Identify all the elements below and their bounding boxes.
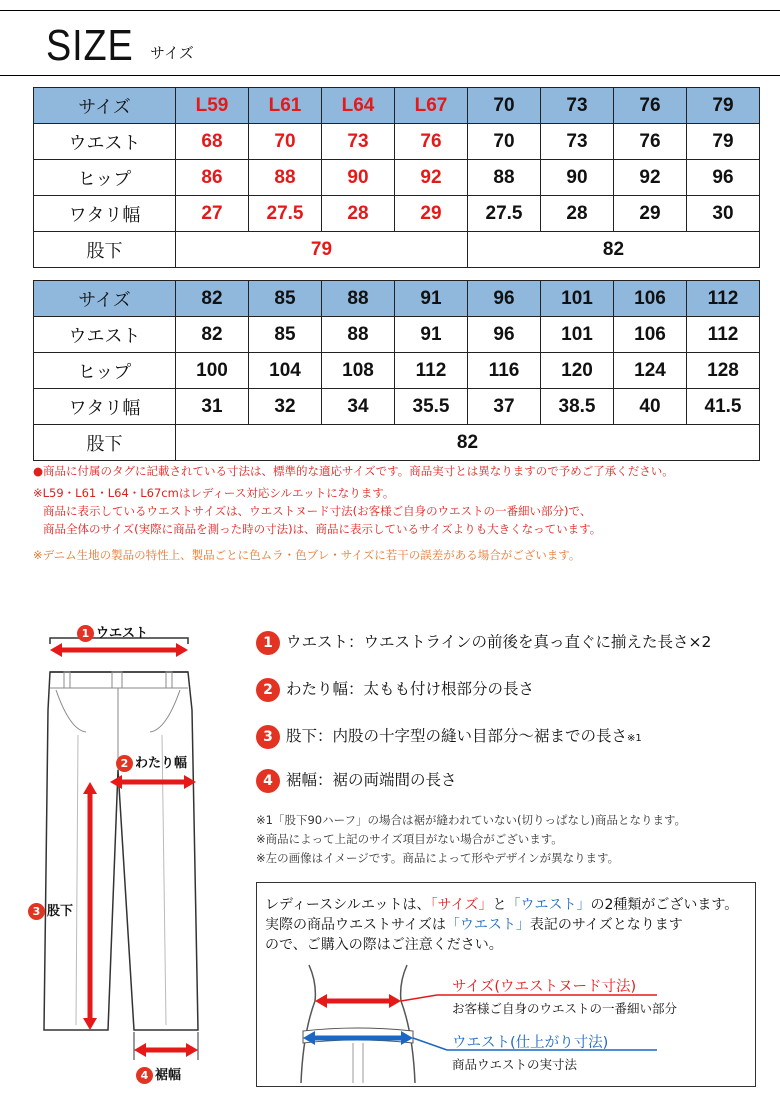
table-cell: 88 bbox=[249, 160, 322, 196]
legend-item-inseam: 3 股下：内股の十字型の縫い目部分〜裾までの長さ※1 bbox=[256, 724, 642, 749]
row-label: サイズ bbox=[34, 281, 176, 317]
table-cell: 101 bbox=[541, 281, 614, 317]
table-cell: 96 bbox=[687, 160, 760, 196]
ladies-text-line-1: レディースシルエットは、「サイズ」と「ウエスト」の2種類がございます。 bbox=[265, 897, 739, 913]
table-cell: 82 bbox=[468, 232, 760, 268]
row-label: ヒップ bbox=[34, 353, 176, 389]
waist-finished-description: 商品ウエストの実寸法 bbox=[452, 1057, 578, 1072]
table-cell: 82 bbox=[176, 425, 760, 461]
table-cell: 112 bbox=[687, 317, 760, 353]
table-cell: 76 bbox=[614, 88, 687, 124]
table-cell: 73 bbox=[541, 88, 614, 124]
table-cell: 38.5 bbox=[541, 389, 614, 425]
table-cell: 41.5 bbox=[687, 389, 760, 425]
diagram-label-waist: 1 ウエスト bbox=[77, 622, 148, 642]
table-cell: 100 bbox=[176, 353, 249, 389]
size-table-2 bbox=[33, 280, 760, 461]
table-cell: 76 bbox=[614, 124, 687, 160]
table-cell: 101 bbox=[541, 317, 614, 353]
note-denim: ※デニム生地の製品の特性上、製品ごとに色ムラ・色ブレ・サイズに若干の誤差がある場合がございます。 bbox=[33, 548, 581, 562]
table-row bbox=[34, 281, 760, 317]
table-cell: 88 bbox=[322, 317, 395, 353]
row-label: サイズ bbox=[34, 88, 176, 124]
legend-item-waist: 1 ウエスト：ウエストラインの前後を真っ直ぐに揃えた長さ×2 bbox=[256, 630, 711, 655]
row-label: ワタリ幅 bbox=[34, 389, 176, 425]
pants-diagram bbox=[20, 620, 230, 1090]
table-row bbox=[34, 353, 760, 389]
table-cell: 76 bbox=[395, 124, 468, 160]
legend-item-thigh: 2 わたり幅：太もも付け根部分の長さ bbox=[256, 677, 534, 702]
table-cell: L64 bbox=[322, 88, 395, 124]
table-cell: 96 bbox=[468, 317, 541, 353]
table-cell: 90 bbox=[322, 160, 395, 196]
table-cell: 88 bbox=[322, 281, 395, 317]
table-row bbox=[34, 196, 760, 232]
table-cell: 112 bbox=[395, 353, 468, 389]
table-cell: 128 bbox=[687, 353, 760, 389]
table-cell: 88 bbox=[468, 160, 541, 196]
table-cell: 104 bbox=[249, 353, 322, 389]
table-cell: 27 bbox=[176, 196, 249, 232]
footnote: ※1「股下90ハーフ」の場合は裾が縫われていない(切りっぱなし)商品となります。 bbox=[256, 813, 687, 827]
row-label: ヒップ bbox=[34, 160, 176, 196]
table-row bbox=[34, 232, 760, 268]
size-nude-label: サイズ(ウエストヌード寸法) bbox=[452, 979, 637, 995]
table-cell: 28 bbox=[541, 196, 614, 232]
table-cell: 70 bbox=[468, 124, 541, 160]
size-table-1 bbox=[33, 87, 760, 268]
diagram-label-thigh: 2 わたり幅 bbox=[116, 752, 187, 772]
table-cell: 70 bbox=[249, 124, 322, 160]
table-cell: 85 bbox=[249, 317, 322, 353]
table-cell: 73 bbox=[541, 124, 614, 160]
size-nude-description: お客様ご自身のウエストの一番細い部分 bbox=[452, 1001, 678, 1016]
table-cell: 108 bbox=[322, 353, 395, 389]
diagram-label-hem: 4 裾幅 bbox=[136, 1064, 181, 1084]
table-cell: 79 bbox=[687, 88, 760, 124]
note-ladies-line-2: 商品に表示しているウエストサイズは、ウエストヌード寸法(お客様ご自身のウエストの一番細い部分)で、 bbox=[43, 504, 592, 518]
table-cell: 29 bbox=[395, 196, 468, 232]
table-row bbox=[34, 124, 760, 160]
table-cell: 31 bbox=[176, 389, 249, 425]
diagram-label-inseam: 3 股下 bbox=[28, 900, 73, 920]
table-cell: 34 bbox=[322, 389, 395, 425]
row-label: 股下 bbox=[34, 232, 176, 268]
table-cell: 40 bbox=[614, 389, 687, 425]
table-cell: 27.5 bbox=[249, 196, 322, 232]
row-label: ワタリ幅 bbox=[34, 196, 176, 232]
top-rule bbox=[0, 10, 780, 11]
table-cell: 92 bbox=[614, 160, 687, 196]
table-cell: 32 bbox=[249, 389, 322, 425]
table-cell: 37 bbox=[468, 389, 541, 425]
table-cell: 91 bbox=[395, 281, 468, 317]
table-cell: 106 bbox=[614, 317, 687, 353]
ladies-text-line-2: 実際の商品ウエストサイズは「ウエスト」表記のサイズとなります bbox=[265, 917, 683, 933]
waist-finished-label: ウエスト(仕上がり寸法) bbox=[452, 1035, 609, 1051]
note-ladies-line-3: 商品全体のサイズ(実際に商品を測った時の寸法)は、商品に表示しているサイズよりも大きくなっています。 bbox=[43, 522, 602, 536]
table-cell: 82 bbox=[176, 317, 249, 353]
table-cell: L59 bbox=[176, 88, 249, 124]
table-cell: 28 bbox=[322, 196, 395, 232]
ladies-text-line-3: ので、ご購入の際はご注意ください。 bbox=[265, 937, 503, 953]
table-cell: 35.5 bbox=[395, 389, 468, 425]
table-cell: 70 bbox=[468, 88, 541, 124]
table-row bbox=[34, 160, 760, 196]
table-cell: 120 bbox=[541, 353, 614, 389]
table-cell: 27.5 bbox=[468, 196, 541, 232]
note-tag-size: ●商品に付属のタグに記載されている寸法は、標準的な適応サイズです。商品実寸とは異なりますので予めご了承ください。 bbox=[33, 464, 674, 478]
table-cell: 82 bbox=[176, 281, 249, 317]
page-subtitle: サイズ bbox=[150, 44, 194, 62]
row-label: 股下 bbox=[34, 425, 176, 461]
table-cell: 106 bbox=[614, 281, 687, 317]
table-cell: 92 bbox=[395, 160, 468, 196]
table-cell: 112 bbox=[687, 281, 760, 317]
title-rule bbox=[0, 75, 780, 76]
footnote: ※左の画像はイメージです。商品によって形やデザインが異なります。 bbox=[256, 851, 620, 865]
legend-item-hem: 4 裾幅：裾の両端間の長さ bbox=[256, 768, 457, 793]
table-cell: 91 bbox=[395, 317, 468, 353]
table-cell: 79 bbox=[687, 124, 760, 160]
row-label: ウエスト bbox=[34, 124, 176, 160]
table-cell: 90 bbox=[541, 160, 614, 196]
table-cell: 30 bbox=[687, 196, 760, 232]
table-cell: 85 bbox=[249, 281, 322, 317]
table-cell: L61 bbox=[249, 88, 322, 124]
table-cell: 86 bbox=[176, 160, 249, 196]
table-row bbox=[34, 88, 760, 124]
table-cell: 96 bbox=[468, 281, 541, 317]
size-notes bbox=[33, 462, 674, 564]
table-row bbox=[34, 317, 760, 353]
ladies-silhouette-box bbox=[256, 882, 756, 1087]
table-cell: L67 bbox=[395, 88, 468, 124]
table-row bbox=[34, 389, 760, 425]
table-cell: 124 bbox=[614, 353, 687, 389]
row-label: ウエスト bbox=[34, 317, 176, 353]
table-cell: 116 bbox=[468, 353, 541, 389]
table-cell: 68 bbox=[176, 124, 249, 160]
footnote: ※商品によって上記のサイズ項目がない場合がございます。 bbox=[256, 832, 563, 846]
table-row bbox=[34, 425, 760, 461]
pants-illustration bbox=[20, 620, 230, 1090]
note-ladies-line-1: ※L59・L61・L64・L67cmはレディース対応シルエットになります。 bbox=[33, 486, 395, 500]
table-cell: 79 bbox=[176, 232, 468, 268]
legend-footnotes bbox=[256, 811, 686, 868]
table-cell: 29 bbox=[614, 196, 687, 232]
page-title: SIZE bbox=[46, 21, 134, 70]
table-cell: 73 bbox=[322, 124, 395, 160]
